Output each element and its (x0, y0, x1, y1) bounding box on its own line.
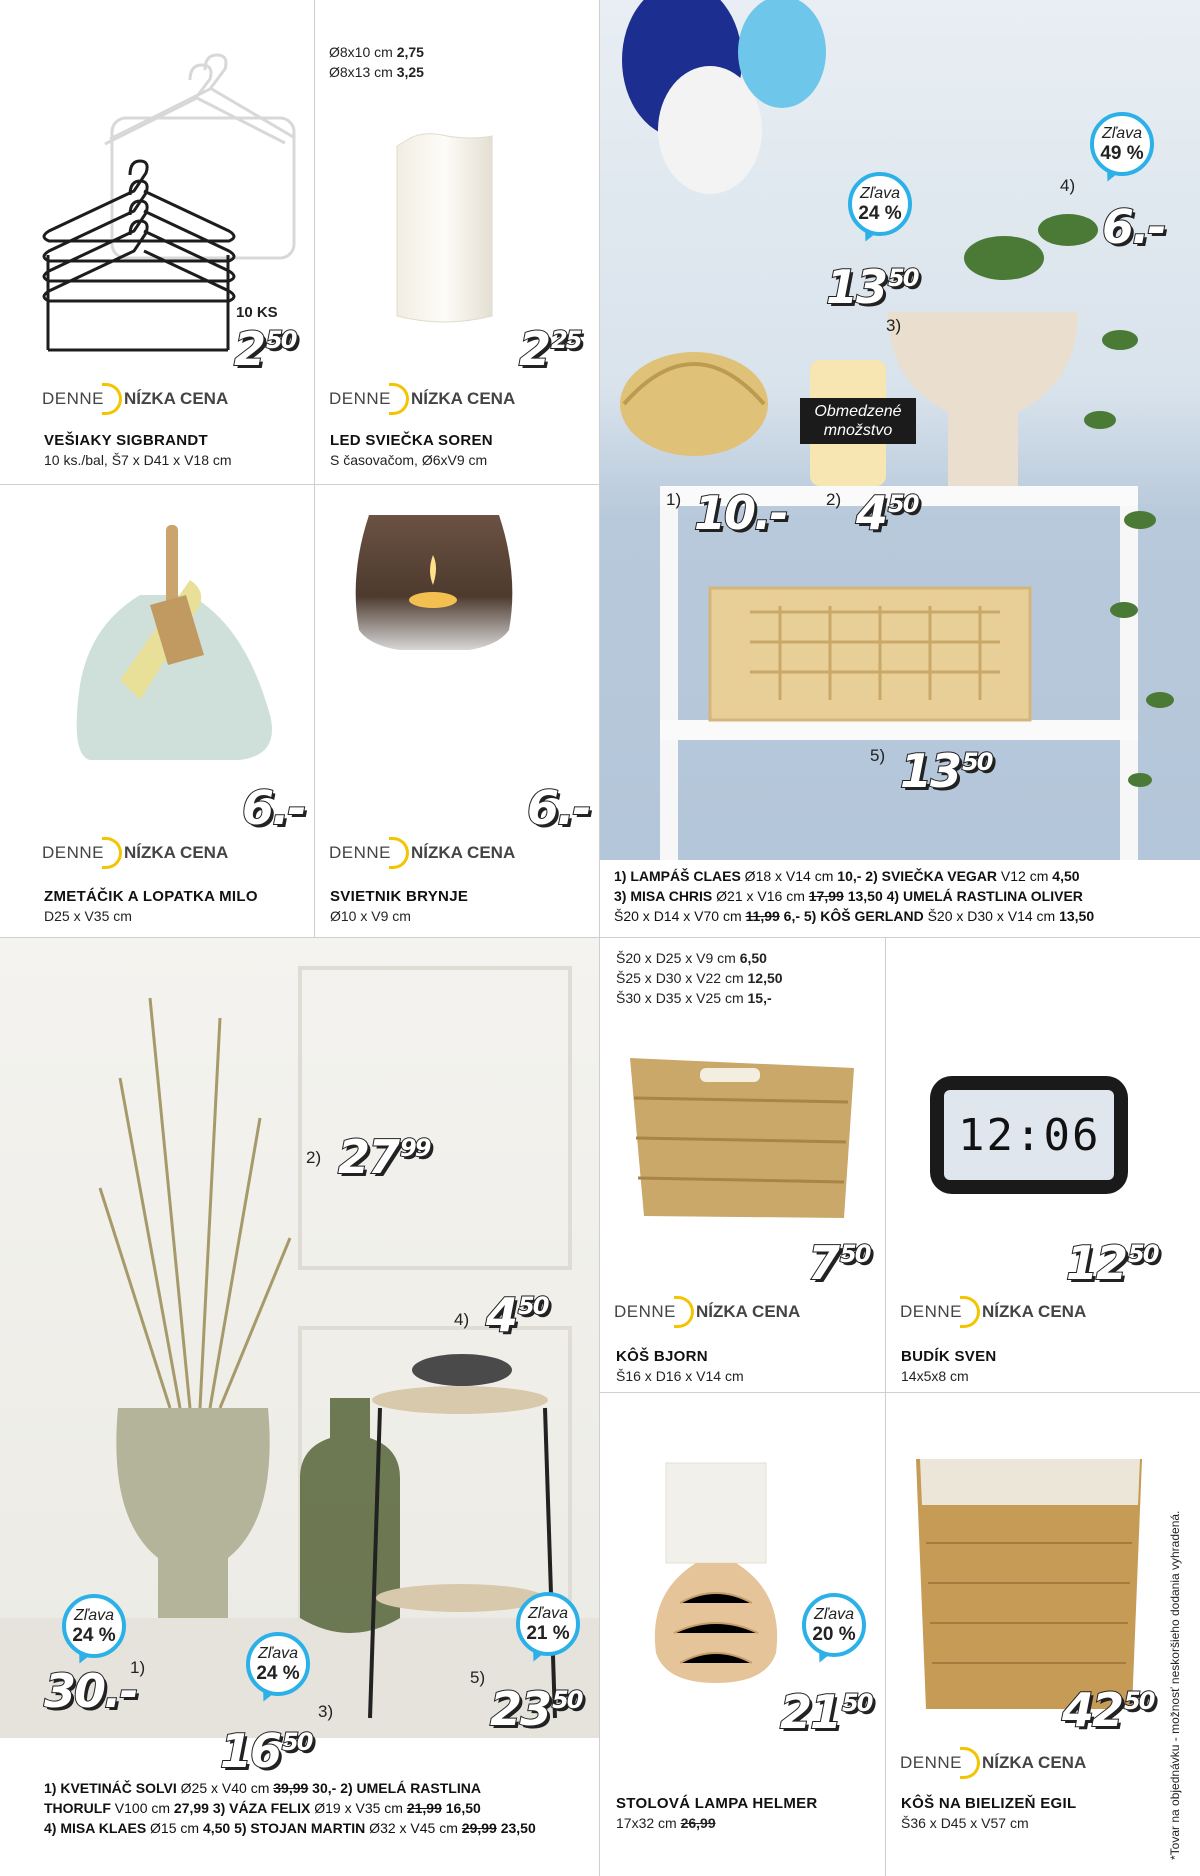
scene1-badge-49: Zľava 49 % (1090, 112, 1154, 176)
holder-price: 6.- (527, 781, 590, 835)
divider (0, 937, 1200, 938)
scene1-marker-4: 4) (1060, 176, 1076, 195)
product-card-candle[interactable] (315, 0, 599, 484)
brand-logo: DENNE NÍZKA CENA (42, 837, 228, 869)
divider (885, 938, 886, 1876)
scene2-badge-5: Zľava 21 % (516, 1592, 580, 1656)
scene1-price-4: 6.- (1102, 200, 1165, 254)
divider (314, 0, 315, 937)
clock-image (930, 1076, 1128, 1194)
hangers-desc: 10 ks./bal, Š7 x D41 x V18 cm (44, 452, 232, 468)
laundry-price: 4250 (1062, 1683, 1154, 1737)
brand-logo: DENNE NÍZKA CENA (900, 1296, 1086, 1328)
divider (599, 0, 600, 1876)
dustpan-desc: D25 x V35 cm (44, 908, 132, 924)
scene2-marker-4: 4) (454, 1310, 470, 1329)
lamp-old-price: 26,99 (680, 1815, 716, 1831)
scene2-marker-3: 3) (318, 1702, 334, 1721)
scene2-price-4: 450 (486, 1288, 548, 1342)
scene1-price-3: 1350 (826, 260, 918, 314)
brand-logo: DENNE NÍZKA CENA (329, 383, 515, 415)
product-card-lamp[interactable] (600, 1393, 885, 1876)
hangers-qty-label: 10 KS (236, 304, 278, 321)
scene1-price-1: 10.- (694, 486, 787, 540)
brand-logo: DENNE NÍZKA CENA (329, 837, 515, 869)
candle-price: 225 (519, 322, 581, 376)
clock-desc: 14x5x8 cm (901, 1368, 969, 1384)
order-note: *Tovar na objednávku - možnosť neskoršieho dodania vyhradená. (1168, 1510, 1182, 1860)
holder-name: SVIETNIK BRYNJE (330, 888, 469, 905)
lamp-discount-badge: Zľava 20 % (802, 1593, 866, 1657)
candle-sizes: Ø8x10 cm 2,75 Ø8x13 cm 3,25 (329, 44, 424, 80)
candle-desc: S časovačom, Ø6xV9 cm (330, 452, 488, 468)
brand-logo: DENNE NÍZKA CENA (614, 1296, 800, 1328)
laundry-desc: Š36 x D45 x V57 cm (901, 1815, 1029, 1831)
scene2-badge-3: Zľava 24 % (246, 1632, 310, 1696)
scene2-price-3: 1650 (220, 1724, 312, 1778)
basket-sizes: Š20 x D25 x V9 cm 6,50 Š25 x D30 x V22 cm 12,50 Š30 x D35 x V25 cm 15,- (616, 950, 783, 1006)
scene1-marker-1: 1) (666, 490, 682, 509)
dustpan-name: ZMETÁČIK A LOPATKA MILO (44, 888, 258, 905)
divider (0, 484, 599, 485)
scene2-caption: 1) KVETINÁČ SOLVI Ø25 x V40 cm 39,99 30,- 2) UMELÁ RASTLINA THORULF V100 cm 27,99 3) VÁZA FELIX Ø19 x V35 cm 21,99 16,50 4) MISA KLAES Ø15 cm 4,50 5) STOJAN MARTIN Ø32 x V45 cm 29,99 23,50 (44, 1780, 536, 1836)
limited-quantity-label: Obmedzené množstvo (800, 398, 916, 444)
laundry-name: KÔŠ NA BIELIZEŇ EGIL (901, 1795, 1077, 1812)
brand-logo: DENNE NÍZKA CENA (900, 1747, 1086, 1779)
candle-image (315, 100, 599, 360)
hangers-price: 250 (234, 322, 296, 376)
scene1-price-2: 450 (856, 486, 918, 540)
lamp-price: 2150 (780, 1685, 872, 1739)
basket-price: 750 (808, 1236, 870, 1290)
basket-image (600, 1038, 885, 1238)
basket-desc: Š16 x D16 x V14 cm (616, 1368, 744, 1384)
basket-name: KÔŠ BJORN (616, 1348, 708, 1365)
scene2-badge-1: Zľava 24 % (62, 1594, 126, 1658)
scene2-marker-2: 2) (306, 1148, 322, 1167)
scene-shelf (600, 0, 1200, 937)
holder-image (315, 485, 599, 785)
brand-logo: DENNE NÍZKA CENA (42, 383, 228, 415)
scene2-marker-5: 5) (470, 1668, 486, 1687)
scene2-price-1: 30.- (44, 1664, 137, 1718)
scene2-price-5: 2350 (490, 1682, 582, 1736)
hangers-name: VEŠIAKY SIGBRANDT (44, 432, 209, 449)
clock-name: BUDÍK SVEN (901, 1348, 997, 1365)
dustpan-image (0, 485, 314, 805)
scene1-caption: 1) LAMPÁŠ CLAES Ø18 x V14 cm 10,- 2) SVIEČKA VEGAR V12 cm 4,50 3) MISA CHRIS Ø21 x V16 cm 17,99 13,50 4) UMELÁ RASTLINA OLIVER Š20 x D14 x V70 cm 11,99 6,- 5) KÔŠ GERLAND Š20 x D30 x V14 cm 13,50 (614, 868, 1095, 924)
dustpan-price: 6.- (242, 781, 305, 835)
scene2-price-2: 2799 (338, 1130, 430, 1184)
product-card-laundry[interactable] (886, 1393, 1200, 1876)
lamp-name: STOLOVÁ LAMPA HELMER (616, 1795, 818, 1812)
lamp-desc: 17x32 cm 26,99 (616, 1815, 716, 1831)
product-card-dustpan[interactable] (0, 485, 314, 937)
candle-name: LED SVIEČKA SOREN (330, 432, 493, 449)
scene-plants (0, 938, 599, 1876)
laundry-image (886, 1393, 1166, 1737)
scene1-marker-2: 2) (826, 490, 842, 509)
product-card-holder[interactable] (315, 485, 599, 937)
product-card-hangers[interactable] (0, 0, 314, 484)
scene2-marker-1: 1) (130, 1658, 146, 1677)
product-card-clock[interactable] (886, 938, 1200, 1392)
holder-desc: Ø10 x V9 cm (330, 908, 411, 924)
scene1-badge-24: Zľava 24 % (848, 172, 912, 236)
clock-price: 1250 (1066, 1236, 1158, 1290)
hangers-image (0, 0, 314, 380)
product-card-basket[interactable] (600, 938, 885, 1392)
lamp-image (600, 1393, 885, 1723)
scene1-price-5: 1350 (900, 744, 992, 798)
clock-display: 12:06 (958, 1109, 1101, 1161)
divider (600, 1392, 1200, 1393)
scene1-marker-5: 5) (870, 746, 886, 765)
scene1-marker-3: 3) (886, 316, 902, 335)
